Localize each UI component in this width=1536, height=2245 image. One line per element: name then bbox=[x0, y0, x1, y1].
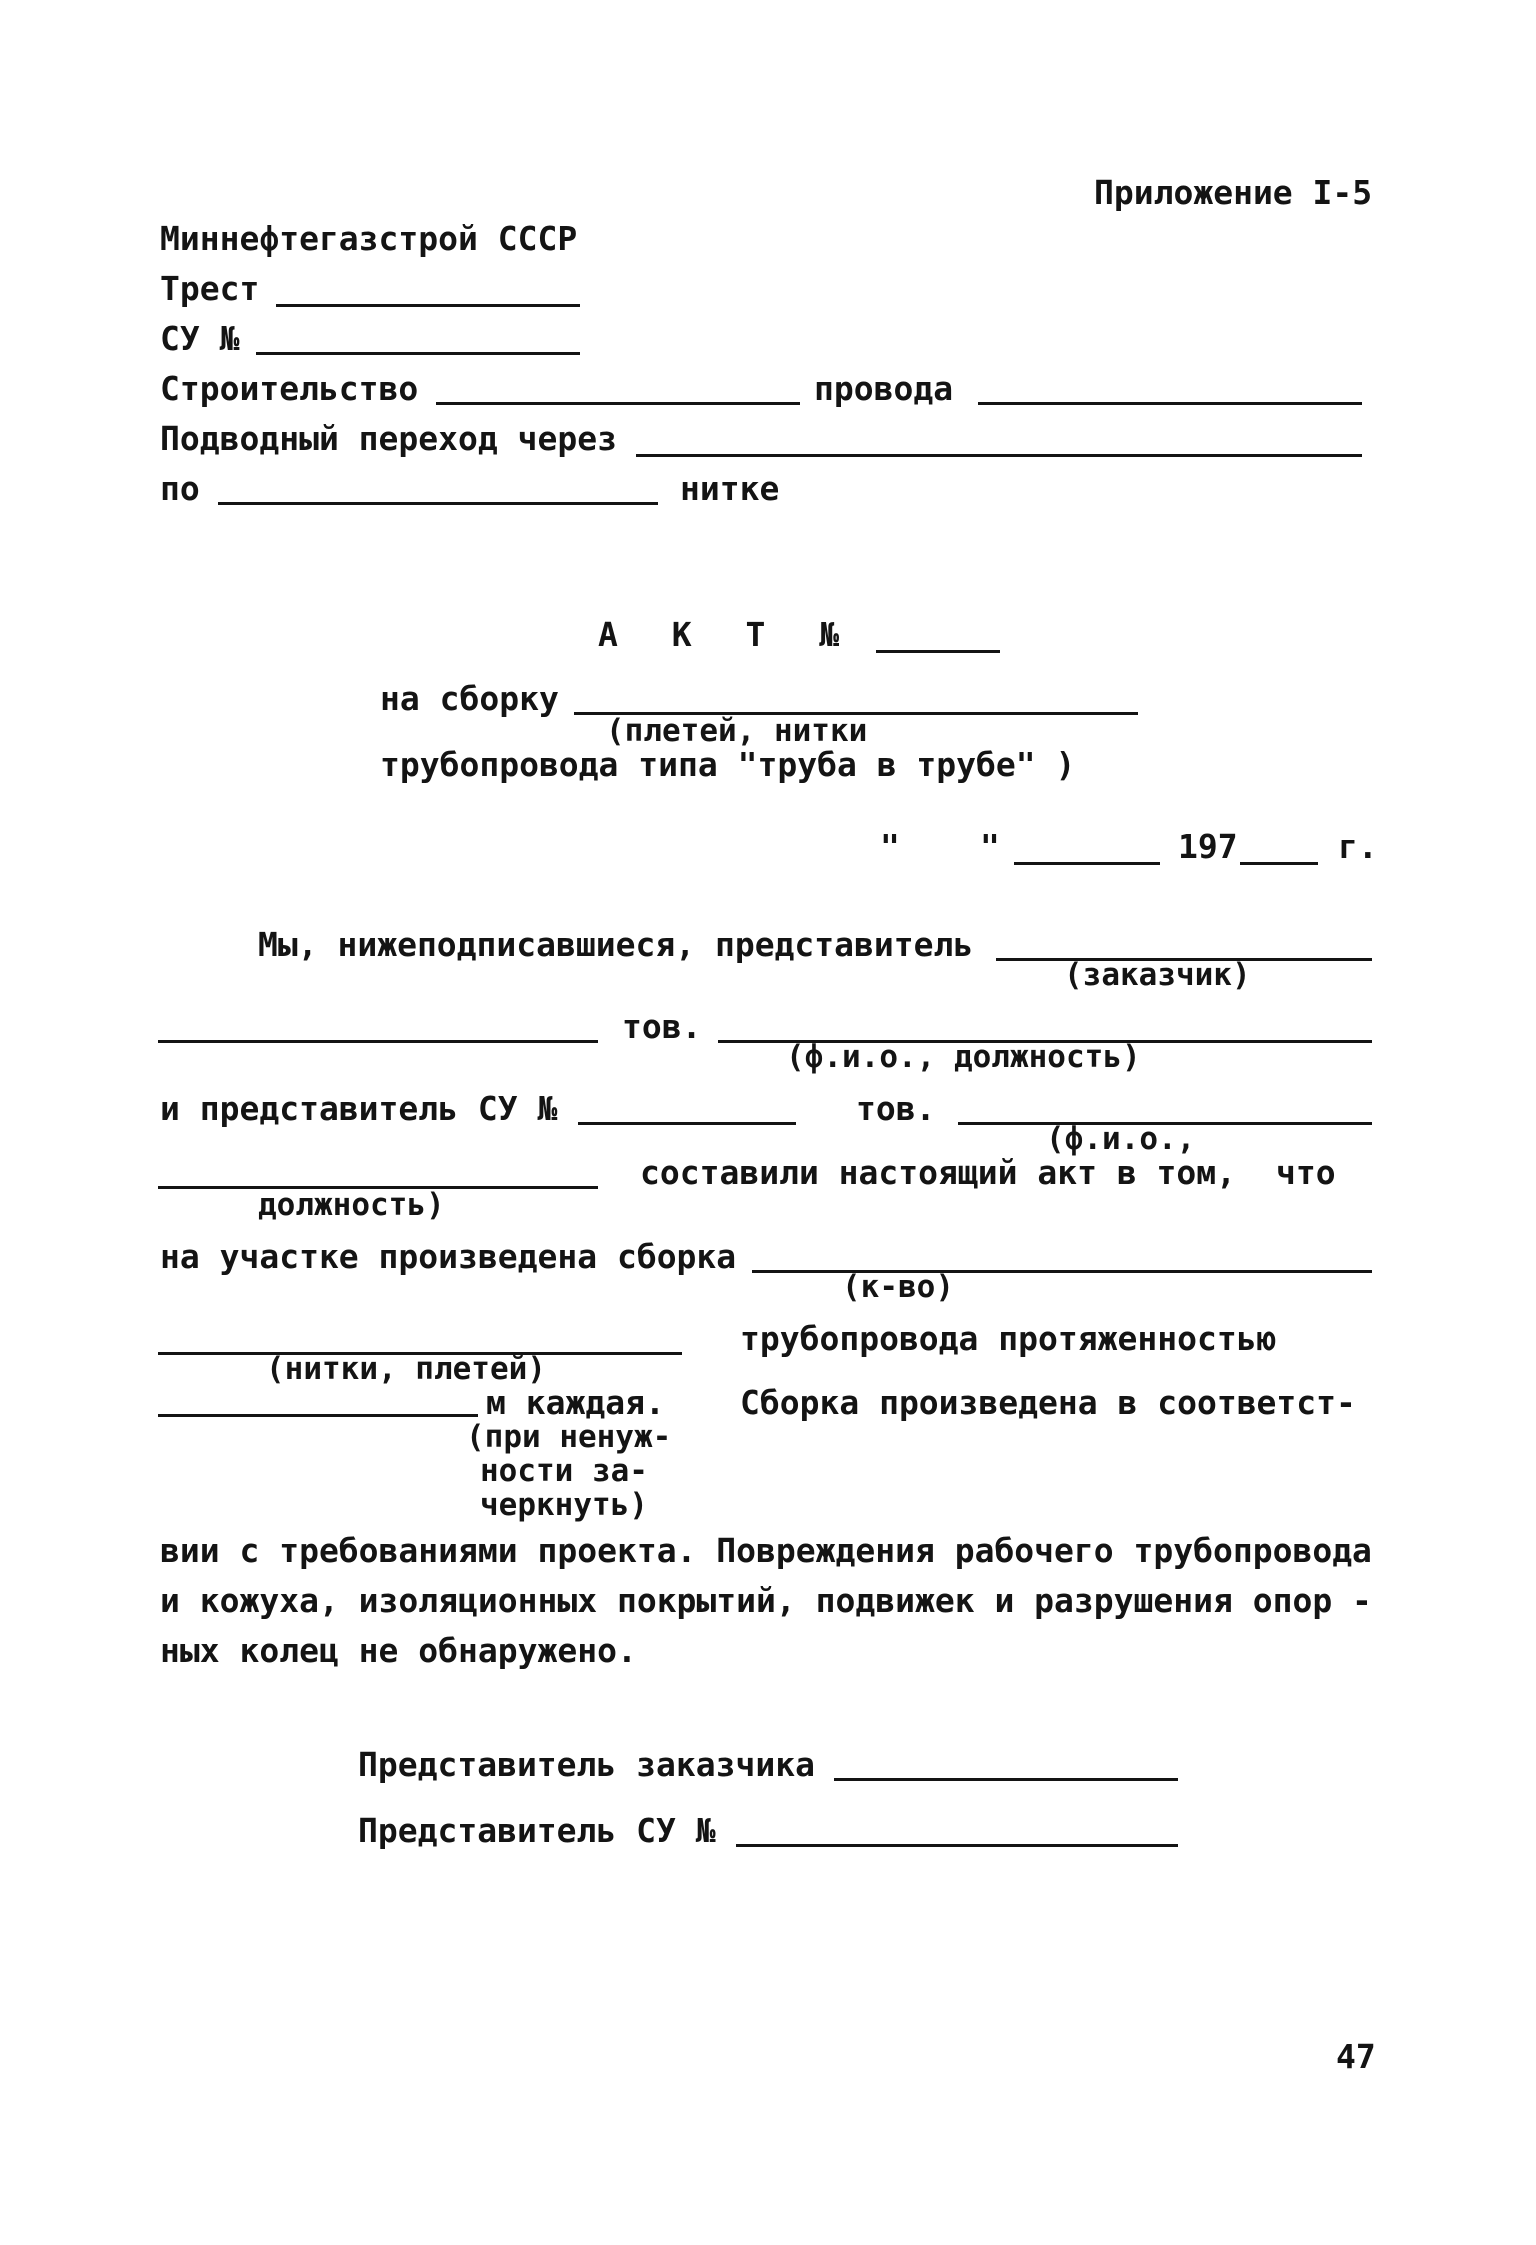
su-rep-label: и представитель СУ № bbox=[160, 1089, 558, 1128]
page-number: 47 bbox=[1336, 2037, 1376, 2076]
hint-position: должность) bbox=[258, 1187, 445, 1223]
tov-label-1: тов. bbox=[622, 1007, 702, 1046]
act-number-blank[interactable] bbox=[876, 650, 1000, 653]
ministry-label: Миннефтегазстрой СССР bbox=[160, 219, 578, 258]
for-assembly-label: на сборку bbox=[380, 679, 559, 718]
compliance-text: Сборка произведена в соответст- bbox=[740, 1383, 1356, 1422]
trust-label: Трест bbox=[160, 269, 260, 308]
hint-thread-whips: (нитки, плетей) bbox=[266, 1351, 546, 1387]
date-year-blank[interactable] bbox=[1240, 862, 1318, 865]
each-text: м каждая. bbox=[486, 1383, 665, 1422]
po-label: по bbox=[160, 469, 200, 508]
hint-strike-2: ности за- bbox=[480, 1453, 648, 1489]
customer-org-blank[interactable] bbox=[158, 1040, 598, 1043]
su-signature-blank[interactable] bbox=[736, 1844, 1178, 1847]
pipeline-type-label: трубопровода типа "труба в трубе" ) bbox=[380, 745, 1076, 784]
intro-text: Мы, нижеподписавшиеся, представитель bbox=[258, 925, 974, 964]
appendix-label: Приложение I-5 bbox=[1094, 173, 1373, 212]
hint-strike-1: (при ненуж- bbox=[466, 1419, 672, 1455]
su-number-blank[interactable] bbox=[256, 352, 580, 355]
date-quote-close: " bbox=[980, 827, 1000, 866]
pipeline-label: провода bbox=[814, 369, 954, 408]
customer-signature-blank[interactable] bbox=[834, 1778, 1178, 1781]
po-blank[interactable] bbox=[218, 502, 658, 505]
su-label: СУ № bbox=[160, 319, 240, 358]
date-quote-open: " bbox=[880, 827, 900, 866]
assembly-done-text: на участке произведена сборка bbox=[160, 1237, 737, 1276]
su-signature-label: Представитель СУ № bbox=[358, 1811, 716, 1850]
customer-signature-label: Представитель заказчика bbox=[358, 1745, 815, 1784]
hint-strike-3: черкнуть) bbox=[480, 1487, 648, 1523]
hint-fio-position: (ф.и.о., должность) bbox=[786, 1039, 1141, 1075]
crossing-label: Подводный переход через bbox=[160, 419, 617, 458]
su-rep-number-blank[interactable] bbox=[578, 1122, 796, 1125]
chto-text: что bbox=[1276, 1153, 1336, 1192]
hint-count: (к-во) bbox=[842, 1269, 954, 1305]
length-blank[interactable] bbox=[158, 1414, 478, 1417]
act-title: А К Т № bbox=[598, 615, 840, 654]
paragraph-line-2: и кожуха, изоляционных покрытий, подвижек и разрушения опор - bbox=[160, 1581, 1372, 1620]
hint-customer: (заказчик) bbox=[1064, 957, 1251, 993]
trust-blank[interactable] bbox=[276, 304, 580, 307]
pipeline-blank[interactable] bbox=[978, 402, 1362, 405]
year-suffix: г. bbox=[1338, 827, 1378, 866]
crossing-blank[interactable] bbox=[636, 454, 1362, 457]
tov-label-2: тов. bbox=[856, 1089, 936, 1128]
year-prefix: 197 bbox=[1178, 827, 1238, 866]
date-month-blank[interactable] bbox=[1014, 862, 1160, 865]
thread-label: нитке bbox=[680, 469, 780, 508]
paragraph-line-1: вии с требованиями проекта. Повреждения рабочего трубопровода bbox=[160, 1531, 1372, 1570]
construction-label: Строительство bbox=[160, 369, 419, 408]
pipeline-length-text: трубопровода протяженностью bbox=[740, 1319, 1277, 1358]
hint-threads: (плетей, нитки bbox=[606, 713, 868, 749]
composed-text: составили настоящий акт в том, bbox=[640, 1153, 1237, 1192]
construction-blank[interactable] bbox=[436, 402, 800, 405]
hint-fio: (ф.и.о., bbox=[1046, 1121, 1196, 1157]
paragraph-line-3: ных колец не обнаружено. bbox=[160, 1631, 637, 1670]
